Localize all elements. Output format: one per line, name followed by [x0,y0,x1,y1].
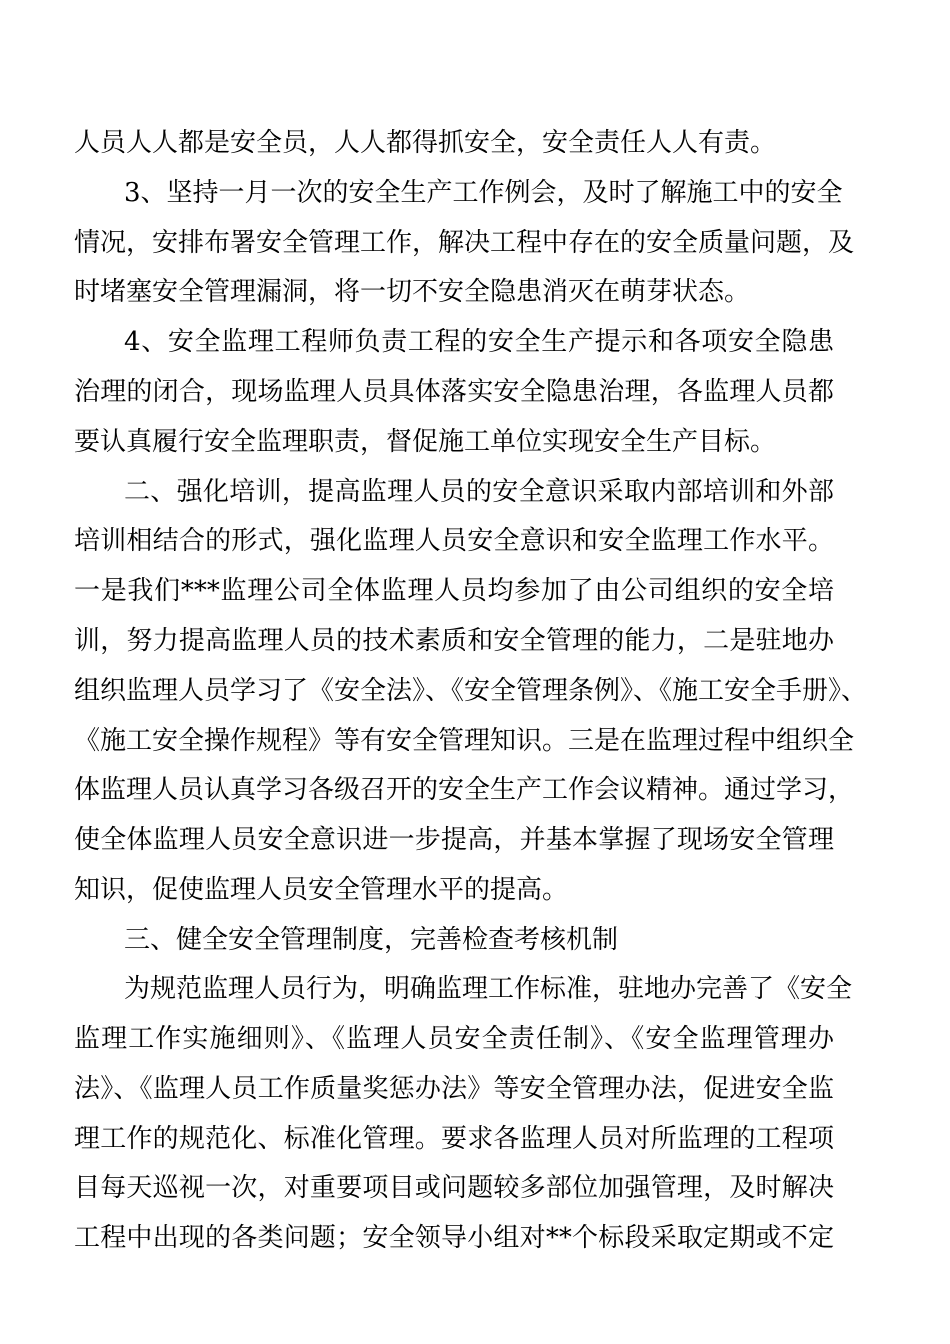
text-line: 目每天巡视一次，对重要项目或问题较多部位加强管理，及时解决 [74,1173,834,1203]
text-line: 时堵塞安全管理漏洞，将一切不安全隐患消灭在萌芽状态。 [74,277,751,307]
text-line: 3、坚持一月一次的安全生产工作例会，及时了解施工中的安全 [124,178,843,208]
text-line: 工程中出现的各类问题；安全领导小组对**个标段采取定期或不定 [74,1223,834,1253]
text-line: 情况，安排布署安全管理工作，解决工程中存在的安全质量问题，及 [74,228,855,258]
text-line: 培训相结合的形式，强化监理人员安全意识和安全监理工作水平。 [74,526,834,556]
text-line: 训，努力提高监理人员的技术素质和安全管理的能力，二是驻地办 [74,626,834,656]
text-line: 监理工作实施细则》、《监理人员安全责任制》、《安全监理管理办 [74,1024,834,1054]
text-line: 组织监理人员学习了《安全法》、《安全管理条例》、《施工安全手册》、 [74,676,868,706]
text-line: 二、强化培训，提高监理人员的安全意识采取内部培训和外部 [124,477,834,507]
text-line: 法》、《监理人员工作质量奖惩办法》等安全管理办法，促进安全监 [74,1074,834,1104]
text-line: 知识，促使监理人员安全管理水平的提高。 [74,875,569,905]
text-line: 要认真履行安全监理职责，督促施工单位实现安全生产目标。 [74,427,777,457]
section-heading: 三、健全安全管理制度，完善检查考核机制 [124,925,619,955]
text-line: 《施工安全操作规程》等有安全管理知识。三是在监理过程中组织全 [74,726,855,756]
text-line: 为规范监理人员行为，明确监理工作标准，驻地办完善了《安全 [124,974,853,1004]
text-line: 体监理人员认真学习各级召开的安全生产工作会议精神。通过学习， [74,775,855,805]
text-line: 理工作的规范化、标准化管理。要求各监理人员对所监理的工程项 [74,1124,834,1154]
text-line: 人员人人都是安全员，人人都得抓安全，安全责任人人有责。 [74,128,777,158]
text-line: 使全体监理人员安全意识进一步提高，并基本掌握了现场安全管理 [74,825,834,855]
text-line: 治理的闭合，现场监理人员具体落实安全隐患治理，各监理人员都 [74,377,834,407]
text-line: 一是我们***监理公司全体监理人员均参加了由公司组织的安全培 [74,576,834,606]
text-line: 4、安全监理工程师负责工程的安全生产提示和各项安全隐患 [124,327,834,357]
